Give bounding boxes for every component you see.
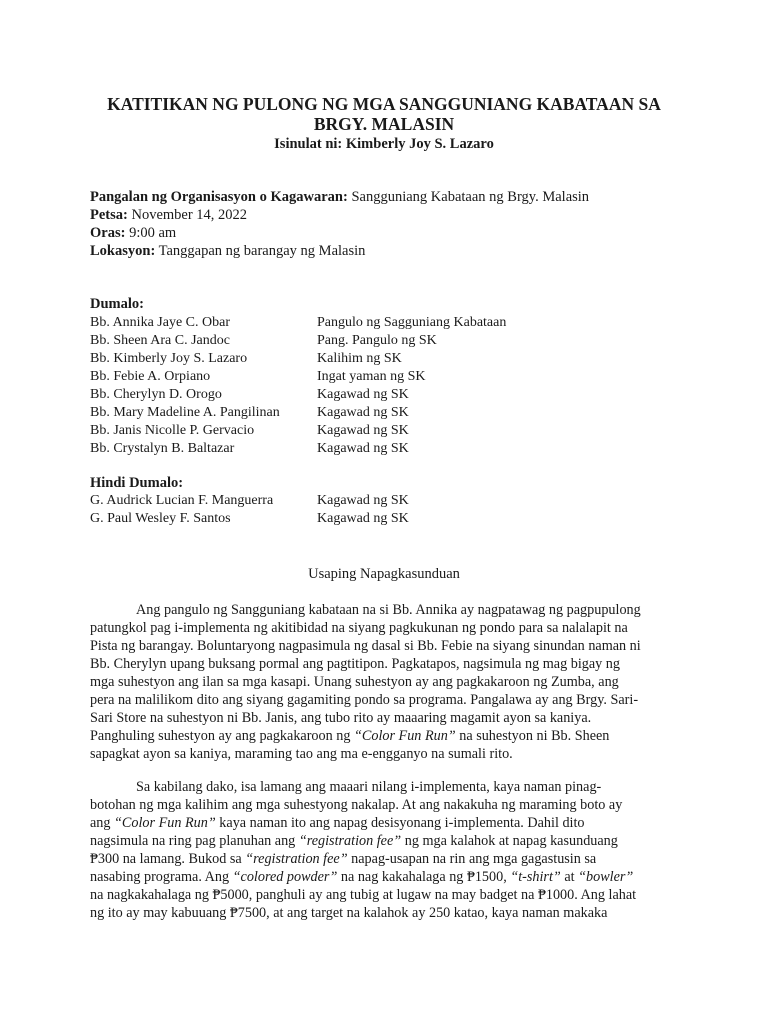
- attendee-row: [90, 350, 506, 368]
- section-title: Usaping Napagkasunduan: [308, 566, 460, 582]
- attendee-role: Kagawad ng SK: [317, 387, 409, 402]
- paragraph-line: Sari Store na suhestyon ni Bb. Janis, ang tubo rito ay maaaring magamit ayon sa kaniya.: [90, 710, 592, 726]
- title-line-1: KATITIKAN NG PULONG NG MGA SANGGUNIANG KABATAAN SA: [107, 94, 661, 114]
- attendee-role: Kagawad ng SK: [317, 405, 409, 420]
- absentee-row: [90, 510, 409, 528]
- paragraph-line: [90, 850, 680, 868]
- attendee-name: Bb. Annika Jaye C. Obar: [90, 315, 230, 330]
- italic-term: “registration fee”: [298, 833, 402, 849]
- location-label: Lokasyon:: [90, 243, 156, 259]
- text-run: ₱300 na lamang. Bukod sa: [90, 851, 246, 867]
- absentee-role: Kagawad ng SK: [317, 511, 409, 526]
- title-line-2: BRGY. MALASIN: [313, 114, 455, 134]
- text-run: na suhestyon ni Bb. Sheen: [455, 728, 610, 744]
- italic-term: “bowler”: [578, 869, 634, 885]
- paragraph-2: [90, 778, 680, 922]
- attendee-row: [90, 314, 506, 332]
- organization-line: [90, 188, 589, 206]
- text-run: ng mga kalahok at napag kasunduang: [401, 833, 618, 849]
- text-run: ang: [90, 815, 115, 831]
- paragraph-line: [90, 868, 680, 886]
- present-list: [90, 314, 506, 458]
- paragraph-line: Ang pangulo ng Sangguniang kabataan na si Bb. Annika ay nagpatawag ng pagpupulong: [136, 602, 641, 618]
- paragraph-line: mga suhestyon ang ilan sa mga kasapi. Unang suhestyon ay ang pagkakaroon ng Zumba, ang: [90, 674, 619, 690]
- attendee-row: [90, 332, 506, 350]
- attendee-role: Kagawad ng SK: [317, 441, 409, 456]
- location-line: [90, 242, 589, 260]
- absentee-name: G. Paul Wesley F. Santos: [90, 511, 231, 526]
- text-run: at: [560, 869, 579, 885]
- text-run: nagsimula na ring pag planuhan ang: [90, 833, 299, 849]
- text-run: na nag kakahalaga ng ₱1500,: [337, 869, 511, 885]
- author-line: Isinulat ni: Kimberly Joy S. Lazaro: [274, 136, 494, 152]
- attendee-row: [90, 422, 506, 440]
- date-label: Petsa:: [90, 207, 128, 223]
- attendee-role: Kalihim ng SK: [317, 351, 402, 366]
- absent-heading: Hindi Dumalo:: [90, 475, 184, 491]
- italic-term: “Color Fun Run”: [354, 728, 456, 744]
- paragraph-line: Sa kabilang dako, isa lamang ang maaari nilang i-implementa, kaya naman pinag-: [136, 779, 602, 795]
- attendee-name: Bb. Mary Madeline A. Pangilinan: [90, 405, 280, 420]
- text-run: Panghuling suhestyon ay ang pagkakaroon ng: [90, 728, 354, 744]
- attendee-name: Bb. Febie A. Orpiano: [90, 369, 211, 384]
- paragraph-line: Bb. Cherylyn upang buksang pormal ang pagtitipon. Pagkatapos, nagsimula ng mag bigay ng: [90, 656, 620, 672]
- paragraph-line: [90, 727, 680, 745]
- attendee-row: [90, 386, 506, 404]
- attendee-role: Pang. Pangulo ng SK: [317, 333, 437, 348]
- paragraph-line: ng ito ay may kabuuang ₱7500, at ang target na kalahok ay 250 katao, kaya naman makaka: [90, 905, 608, 921]
- time-label: Oras:: [90, 225, 126, 241]
- paragraph-line: sapagkat ayon sa kaniya, maraming tao ang ma e-engganyo na sumali rito.: [90, 746, 513, 762]
- attendee-row: [90, 440, 506, 458]
- attendee-name: Bb. Sheen Ara C. Jandoc: [90, 333, 230, 348]
- organization-value: Sangguniang Kabataan ng Brgy. Malasin: [347, 189, 590, 205]
- paragraph-1: [90, 601, 680, 763]
- location-value: Tanggapan ng barangay ng Malasin: [155, 243, 366, 259]
- paragraph-line: [90, 832, 680, 850]
- paragraph-line: na nagkakahalaga ng ₱5000, panghuli ay ang tubig at lugaw na may badget na ₱1000. Ang lahat: [90, 887, 637, 903]
- attendee-row: [90, 368, 506, 386]
- paragraph-line: Pista ng barangay. Boluntaryong nagpasimula ng dasal si Bb. Febie na siyang sinundan naman ni: [90, 638, 641, 654]
- italic-term: “Color Fun Run”: [114, 815, 216, 831]
- absentee-name: G. Audrick Lucian F. Manguerra: [90, 493, 274, 508]
- text-run: nasabing programa. Ang: [90, 869, 233, 885]
- absentee-row: [90, 492, 409, 510]
- text-run: kaya naman ito ang napag desisyonang i-implementa. Dahil dito: [215, 815, 585, 831]
- time-value: 9:00 am: [125, 225, 177, 241]
- paragraph-line: botohan ng mga kalihim ang mga suhestyong nakalap. At ang nakakuha ng maraming boto ay: [90, 797, 623, 813]
- italic-term: “t-shirt”: [510, 869, 561, 885]
- meeting-info: [90, 188, 589, 260]
- paragraph-line: pera na malilikom dito ang siyang gagamiting pondo sa programa. Pangalawa ay ang Brgy. Sari-: [90, 692, 639, 708]
- attendee-name: Bb. Janis Nicolle P. Gervacio: [90, 423, 255, 438]
- attendee-row: [90, 404, 506, 422]
- attendee-role: Ingat yaman ng SK: [317, 369, 426, 384]
- attendee-role: Pangulo ng Sagguniang Kabataan: [317, 315, 507, 330]
- italic-term: “registration fee”: [245, 851, 348, 867]
- date-line: [90, 206, 589, 224]
- attendee-role: Kagawad ng SK: [317, 423, 409, 438]
- attendee-name: Bb. Kimberly Joy S. Lazaro: [90, 351, 248, 366]
- time-line: [90, 224, 589, 242]
- present-heading: Dumalo:: [90, 296, 144, 312]
- paragraph-line: [90, 814, 680, 832]
- attendee-name: Bb. Crystalyn B. Baltazar: [90, 441, 235, 456]
- italic-term: “colored powder”: [232, 869, 338, 885]
- paragraph-line: patungkol pag i-implementa ng akitibidad na siyang pagkukunan ng pondo para sa nalalapit na: [90, 620, 628, 636]
- absentee-role: Kagawad ng SK: [317, 493, 409, 508]
- document-title: [60, 94, 708, 134]
- date-value: November 14, 2022: [127, 207, 248, 223]
- absent-list: [90, 492, 409, 528]
- organization-label: Pangalan ng Organisasyon o Kagawaran:: [90, 189, 348, 205]
- attendee-name: Bb. Cherylyn D. Orogo: [90, 387, 222, 402]
- text-run: napag-usapan na rin ang mga gagastusin sa: [347, 851, 597, 867]
